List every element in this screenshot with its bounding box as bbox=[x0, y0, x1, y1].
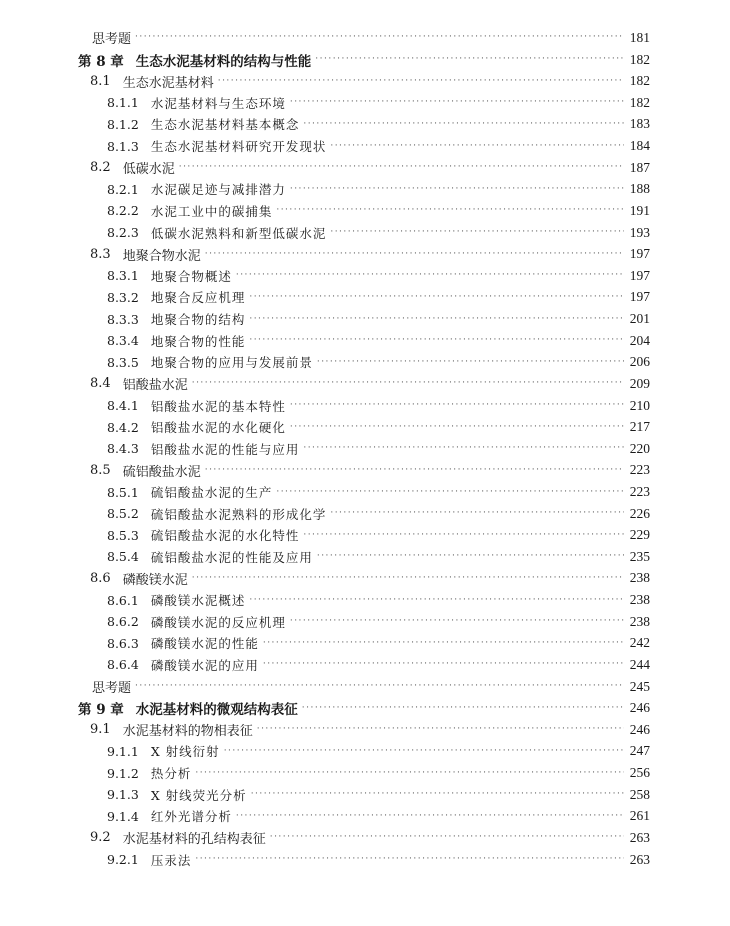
toc-subsection-entry bbox=[107, 114, 650, 136]
toc-section-entry bbox=[90, 460, 650, 482]
toc-entry-number: 9.1.1 bbox=[107, 743, 139, 759]
toc-entry-page-number: 182 bbox=[629, 51, 650, 67]
toc-entry-title: 地聚合物概述 bbox=[150, 268, 232, 284]
dot-leader bbox=[135, 682, 624, 691]
dot-leader bbox=[205, 250, 624, 259]
toc-entry-title: 地聚合物水泥 bbox=[122, 248, 201, 264]
toc-entry-title: 磷酸镁水泥的性能 bbox=[150, 636, 259, 652]
toc-entry-page-number: 263 bbox=[629, 851, 650, 867]
toc-entry-title: 水泥基材料的物相表征 bbox=[122, 724, 253, 740]
toc-entry-number: 9.2 bbox=[90, 830, 111, 846]
toc-entry bbox=[92, 676, 650, 698]
dot-leader bbox=[192, 574, 624, 583]
toc-entry-number: 第 8 章 bbox=[78, 53, 124, 70]
toc-entry-number: 9.2.1 bbox=[107, 852, 139, 868]
toc-entry-number: 8.3.1 bbox=[107, 268, 139, 284]
toc-entry-page-number: 245 bbox=[629, 678, 650, 694]
toc-subsection-entry bbox=[107, 200, 650, 222]
toc-section-entry bbox=[90, 373, 650, 395]
toc-entry-page-number: 220 bbox=[629, 440, 650, 456]
toc-subsection-entry bbox=[107, 633, 650, 655]
toc-entry-number: 8.1.2 bbox=[107, 116, 139, 132]
toc-entry-page-number: 206 bbox=[629, 354, 650, 370]
dot-leader bbox=[251, 790, 624, 799]
toc-subsection-entry bbox=[107, 92, 650, 114]
toc-subsection-entry bbox=[107, 849, 650, 871]
toc-entry-number: 8.6.1 bbox=[107, 592, 139, 608]
toc-subsection-entry bbox=[107, 611, 650, 633]
toc-entry-number: 8.5.4 bbox=[107, 549, 139, 565]
toc-entry-page-number: 217 bbox=[629, 419, 650, 435]
toc-entry-number: 8.2.2 bbox=[107, 203, 139, 219]
toc-subsection-entry bbox=[107, 741, 650, 763]
toc-entry-page-number: 193 bbox=[629, 224, 650, 240]
toc-entry-title: 水泥基材料的微观结构表征 bbox=[135, 702, 298, 719]
toc-subsection-entry bbox=[107, 654, 650, 676]
toc-entry-number: 8.2.3 bbox=[107, 225, 139, 241]
toc-entry-title: 磷酸镁水泥概述 bbox=[150, 593, 246, 609]
dot-leader bbox=[303, 444, 623, 453]
toc-subsection-entry bbox=[107, 330, 650, 352]
toc-entry-page-number: 263 bbox=[629, 829, 650, 845]
toc-entry-title: X 射线荧光分析 bbox=[150, 787, 247, 803]
toc-subsection-entry bbox=[107, 524, 650, 546]
toc-entry-page-number: 197 bbox=[629, 267, 650, 283]
toc-entry-title: 铝酸盐水泥的水化硬化 bbox=[150, 420, 286, 436]
toc-entry-number: 8.6 bbox=[90, 570, 111, 586]
toc-entry-page-number: 246 bbox=[629, 700, 650, 716]
dot-leader bbox=[257, 725, 624, 734]
toc-entry-number: 8.6.4 bbox=[107, 657, 139, 673]
toc-entry-number: 9.1.3 bbox=[107, 787, 139, 803]
toc-entry-title: 低碳水泥熟料和新型低碳水泥 bbox=[150, 225, 327, 241]
dot-leader bbox=[315, 55, 623, 64]
toc-entry-page-number: 204 bbox=[629, 332, 650, 348]
dot-leader bbox=[249, 596, 623, 605]
toc-entry-title: 铝酸盐水泥 bbox=[122, 378, 188, 394]
toc-entry-page-number: 244 bbox=[629, 656, 650, 672]
toc-entry-title: 低碳水泥 bbox=[122, 162, 175, 178]
dot-leader bbox=[205, 466, 624, 475]
toc-entry-number: 9.1 bbox=[90, 722, 111, 738]
toc-subsection-entry bbox=[107, 308, 650, 330]
dot-leader bbox=[270, 833, 624, 842]
toc-subsection-entry bbox=[107, 589, 650, 611]
toc-entry-page-number: 209 bbox=[629, 375, 650, 391]
toc-subsection-entry bbox=[107, 503, 650, 525]
toc-entry-title: 思考题 bbox=[92, 681, 132, 697]
toc-entry-page-number: 210 bbox=[629, 397, 650, 413]
toc-section-entry bbox=[90, 568, 650, 590]
toc-entry-number: 8.3.3 bbox=[107, 311, 139, 327]
toc-entry-page-number: 238 bbox=[629, 613, 650, 629]
dot-leader bbox=[330, 509, 623, 518]
toc-subsection-entry bbox=[107, 762, 650, 784]
toc-entry-title: 生态水泥基材料的结构与性能 bbox=[135, 53, 312, 70]
dot-leader bbox=[263, 639, 624, 648]
toc-subsection-entry bbox=[107, 179, 650, 201]
dot-leader bbox=[224, 747, 624, 756]
toc-section-entry bbox=[90, 719, 650, 741]
toc-entry-title: 生态水泥基材料基本概念 bbox=[150, 117, 300, 133]
toc-entry-number: 8.1.3 bbox=[107, 138, 139, 154]
toc-entry-number: 第 9 章 bbox=[78, 702, 124, 719]
toc-entry-page-number: 191 bbox=[629, 202, 650, 218]
dot-leader bbox=[330, 142, 623, 151]
dot-leader bbox=[249, 336, 623, 345]
toc-entry-page-number: 238 bbox=[629, 592, 650, 608]
dot-leader bbox=[135, 33, 624, 42]
toc-subsection-entry bbox=[107, 135, 650, 157]
toc-entry-page-number: 197 bbox=[629, 246, 650, 262]
toc-subsection-entry bbox=[107, 438, 650, 460]
toc-subsection-entry bbox=[107, 806, 650, 828]
toc-entry-title: 水泥工业中的碳捕集 bbox=[150, 203, 273, 219]
dot-leader bbox=[290, 423, 624, 432]
toc-entry-title: 铝酸盐水泥的基本特性 bbox=[150, 398, 286, 414]
dot-leader bbox=[290, 98, 624, 107]
toc-subsection-entry bbox=[107, 395, 650, 417]
dot-leader bbox=[330, 228, 623, 237]
toc-entry-page-number: 247 bbox=[629, 743, 650, 759]
toc-chapter-entry bbox=[78, 49, 650, 71]
toc-entry-page-number: 242 bbox=[629, 635, 650, 651]
toc-entry-page-number: 183 bbox=[629, 116, 650, 132]
toc-subsection-entry bbox=[107, 784, 650, 806]
dot-leader bbox=[192, 379, 624, 388]
toc-entry-title: 硫铝酸盐水泥的性能及应用 bbox=[150, 549, 313, 565]
dot-leader bbox=[195, 769, 623, 778]
toc-entry-number: 8.1 bbox=[90, 73, 111, 89]
toc-entry-number: 8.3.4 bbox=[107, 333, 139, 349]
toc-entry-title: 硫铝酸盐水泥的生产 bbox=[150, 485, 273, 501]
toc-subsection-entry bbox=[107, 481, 650, 503]
toc-entry-page-number: 181 bbox=[629, 29, 650, 45]
toc-entry-number: 8.3.5 bbox=[107, 354, 139, 370]
toc-entry-page-number: 226 bbox=[629, 505, 650, 521]
toc-entry-number: 8.5.1 bbox=[107, 484, 139, 500]
dot-leader bbox=[236, 271, 624, 280]
toc-entry-page-number: 187 bbox=[629, 159, 650, 175]
toc-entry bbox=[92, 27, 650, 49]
toc-entry-title: 热分析 bbox=[150, 766, 192, 782]
toc-entry-page-number: 184 bbox=[629, 138, 650, 154]
toc-subsection-entry bbox=[107, 222, 650, 244]
dot-leader bbox=[195, 855, 623, 864]
toc-entry-page-number: 229 bbox=[629, 527, 650, 543]
toc-entry-title: 地聚合反应机理 bbox=[150, 290, 246, 306]
toc-entry-number: 8.5.2 bbox=[107, 506, 139, 522]
toc-entry-page-number: 235 bbox=[629, 548, 650, 564]
toc-entry-page-number: 256 bbox=[629, 765, 650, 781]
toc-entry-number: 8.3.2 bbox=[107, 289, 139, 305]
dot-leader bbox=[276, 488, 623, 497]
toc-entry-number: 8.5 bbox=[90, 462, 111, 478]
toc-entry-title: 磷酸镁水泥 bbox=[122, 572, 188, 588]
toc-entry-title: 水泥碳足迹与减排潜力 bbox=[150, 182, 286, 198]
toc-entry-number: 8.6.2 bbox=[107, 614, 139, 630]
toc-section-entry bbox=[90, 70, 650, 92]
dot-leader bbox=[249, 315, 623, 324]
toc-entry-number: 8.4.2 bbox=[107, 419, 139, 435]
dot-leader bbox=[290, 617, 624, 626]
toc-entry-number: 8.3 bbox=[90, 246, 111, 262]
toc-entry-number: 8.4.3 bbox=[107, 441, 139, 457]
toc-entry-page-number: 258 bbox=[629, 786, 650, 802]
toc-section-entry bbox=[90, 243, 650, 265]
toc-subsection-entry bbox=[107, 546, 650, 568]
dot-leader bbox=[303, 120, 623, 129]
toc-subsection-entry bbox=[107, 352, 650, 374]
dot-leader bbox=[218, 77, 624, 86]
dot-leader bbox=[290, 401, 624, 410]
toc-entry-title: X 射线衍射 bbox=[150, 744, 220, 760]
toc-entry-number: 8.1.1 bbox=[107, 95, 139, 111]
dot-leader bbox=[276, 206, 623, 215]
toc-entry-page-number: 197 bbox=[629, 289, 650, 305]
toc-entry-title: 硫铝酸盐水泥熟料的形成化学 bbox=[150, 506, 327, 522]
toc-entry-page-number: 246 bbox=[629, 721, 650, 737]
toc-entry-page-number: 188 bbox=[629, 181, 650, 197]
toc-entry-page-number: 223 bbox=[629, 484, 650, 500]
toc-entry-page-number: 201 bbox=[629, 311, 650, 327]
toc-entry-title: 地聚合物的应用与发展前景 bbox=[150, 355, 313, 371]
toc-entry-title: 地聚合物的结构 bbox=[150, 312, 246, 328]
toc-section-entry bbox=[90, 157, 650, 179]
toc-entry-number: 8.6.3 bbox=[107, 635, 139, 651]
toc-entry-title: 红外光谱分析 bbox=[150, 809, 232, 825]
toc-entry-number: 9.1.2 bbox=[107, 765, 139, 781]
toc-entry-title: 水泥基材料的孔结构表征 bbox=[122, 832, 266, 848]
toc-entry-page-number: 182 bbox=[629, 94, 650, 110]
toc-entry-title: 硫铝酸盐水泥 bbox=[122, 464, 201, 480]
toc-entry-title: 铝酸盐水泥的性能与应用 bbox=[150, 441, 300, 457]
toc-entry-page-number: 261 bbox=[629, 808, 650, 824]
dot-leader bbox=[303, 531, 623, 540]
toc-entry-number: 8.4 bbox=[90, 376, 111, 392]
dot-leader bbox=[236, 812, 624, 821]
toc-entry-title: 生态水泥基材料 bbox=[122, 75, 214, 91]
toc-chapter-entry bbox=[78, 697, 650, 719]
dot-leader bbox=[263, 660, 624, 669]
toc-entry-title: 生态水泥基材料研究开发现状 bbox=[150, 139, 327, 155]
dot-leader bbox=[179, 163, 624, 172]
dot-leader bbox=[290, 185, 624, 194]
toc-entry-page-number: 182 bbox=[629, 73, 650, 89]
toc-entry-page-number: 223 bbox=[629, 462, 650, 478]
toc-entry-title: 水泥基材料与生态环境 bbox=[150, 95, 286, 111]
toc-entry-title: 压汞法 bbox=[150, 852, 192, 868]
toc-entry-title: 地聚合物的性能 bbox=[150, 333, 246, 349]
toc-entry-title: 磷酸镁水泥的反应机理 bbox=[150, 614, 286, 630]
toc-entry-number: 8.2 bbox=[90, 160, 111, 176]
toc-entry-page-number: 238 bbox=[629, 570, 650, 586]
dot-leader bbox=[317, 552, 624, 561]
dot-leader bbox=[249, 293, 623, 302]
toc-section-entry bbox=[90, 827, 650, 849]
toc-subsection-entry bbox=[107, 416, 650, 438]
toc-entry-title: 思考题 bbox=[92, 32, 132, 48]
toc-entry-title: 磷酸镁水泥的应用 bbox=[150, 657, 259, 673]
toc-subsection-entry bbox=[107, 265, 650, 287]
toc-entry-number: 8.4.1 bbox=[107, 398, 139, 414]
toc-subsection-entry bbox=[107, 287, 650, 309]
dot-leader bbox=[302, 704, 624, 713]
toc-entry-title: 硫铝酸盐水泥的水化特性 bbox=[150, 528, 300, 544]
dot-leader bbox=[317, 358, 624, 367]
toc-entry-number: 9.1.4 bbox=[107, 808, 139, 824]
toc-entry-number: 8.5.3 bbox=[107, 527, 139, 543]
toc-entry-number: 8.2.1 bbox=[107, 181, 139, 197]
